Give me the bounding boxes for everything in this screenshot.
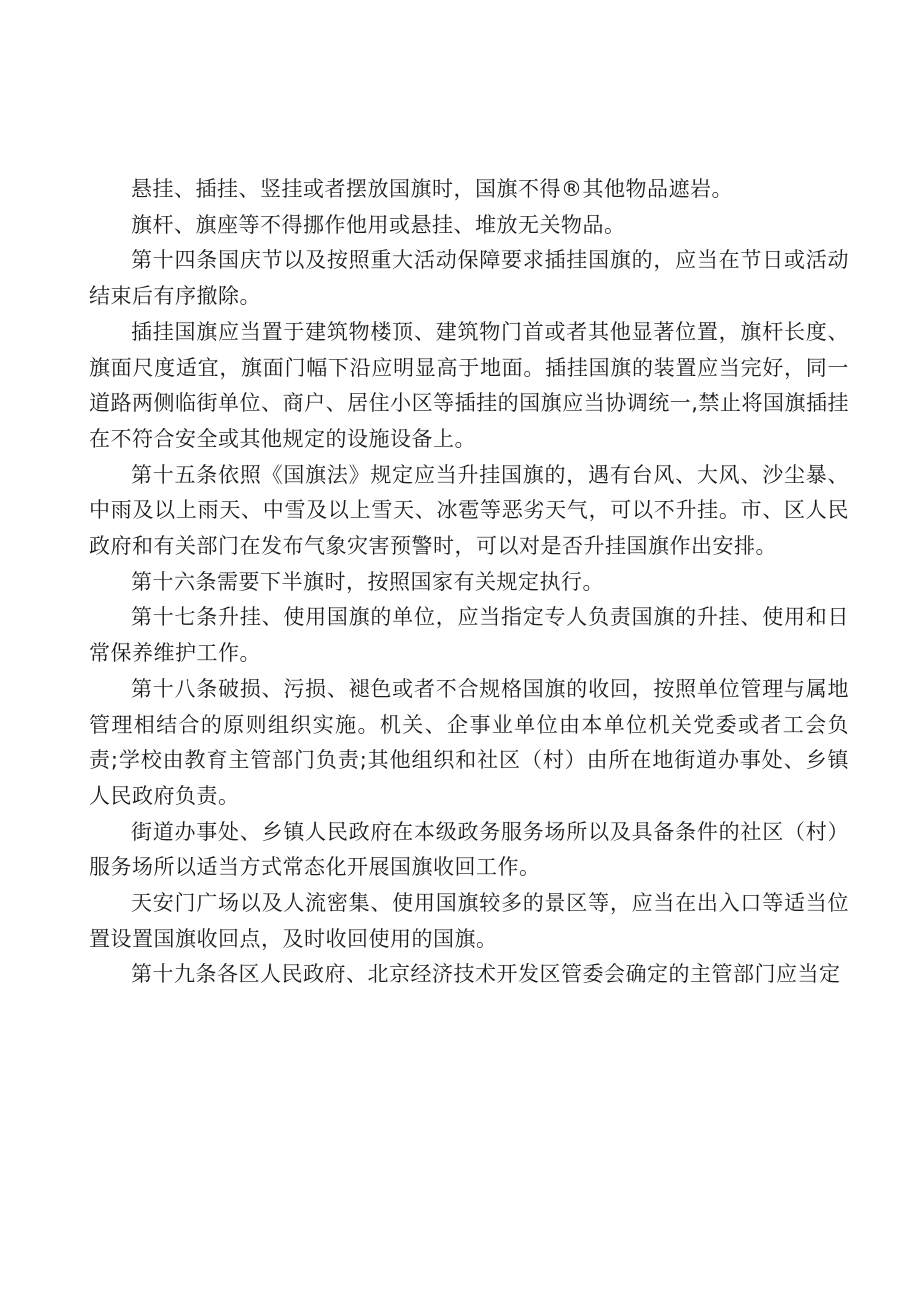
paragraph-article-18: 第十八条破损、污损、褪色或者不合规格国旗的收回，按照单位管理与属地管理相结合的原则组织实施。机关、企事业单位由本单位机关党委或者工会负责;学校由教育主管部门负责;其他组织和社区（村）由所在地街道办事处、乡镇人民政府负责。 <box>89 676 849 808</box>
document-body <box>89 172 849 993</box>
paragraph-flagpole-use: 旗杆、旗座等不得挪作他用或悬挂、堆放无关物品。 <box>131 212 626 237</box>
paragraph-article-17: 第十七条升挂、使用国旗的单位，应当指定专人负责国旗的升挂、使用和日常保养维护工作。 <box>89 605 849 666</box>
paragraph-street-office: 街道办事处、乡镇人民政府在本级政务服务场所以及具备条件的社区（村）服务场所以适当方式常态化开展国旗收回工作。 <box>89 819 849 880</box>
paragraph-article-19: 第十九条各区人民政府、北京经济技术开发区管委会确定的主管部门应当定 <box>131 962 841 987</box>
paragraph-article-14: 第十四条国庆节以及按照重大活动保障要求插挂国旗的，应当在节日或活动结束后有序撤除。 <box>89 248 849 309</box>
paragraph-article-16: 第十六条需要下半旗时，按照国家有关规定执行。 <box>131 569 604 594</box>
paragraph-tiananmen: 天安门广场以及人流密集、使用国旗较多的景区等，应当在出入口等适当位置设置国旗收回点，及时收回使用的国旗。 <box>89 891 849 951</box>
paragraph-article-15: 第十五条依照《国旗法》规定应当升挂国旗的，遇有台风、大风、沙尘暴、中雨及以上雨天、中雪及以上雪天、冰雹等恶劣天气，可以不升挂。市、区人民政府和有关部门在发布气象灾害预警时，可以对是否升挂国旗作出安排。 <box>89 462 849 559</box>
paragraph-flag-display: 悬挂、插挂、竖挂或者摆放国旗时，国旗不得®其他物品遮岩。 <box>131 177 733 201</box>
paragraph-flag-placement: 插挂国旗应当置于建筑物楼顶、建筑物门首或者其他显著位置，旗杆长度、旗面尺度适宜，旗面门幅下沿应明显高于地面。插挂国旗的装置应当完好，同一道路两侧临街单位、商户、居住小区等插挂的国旗应当协调统一,禁止将国旗插挂在不符合安全或其他规定的设施设备上。 <box>89 319 849 451</box>
